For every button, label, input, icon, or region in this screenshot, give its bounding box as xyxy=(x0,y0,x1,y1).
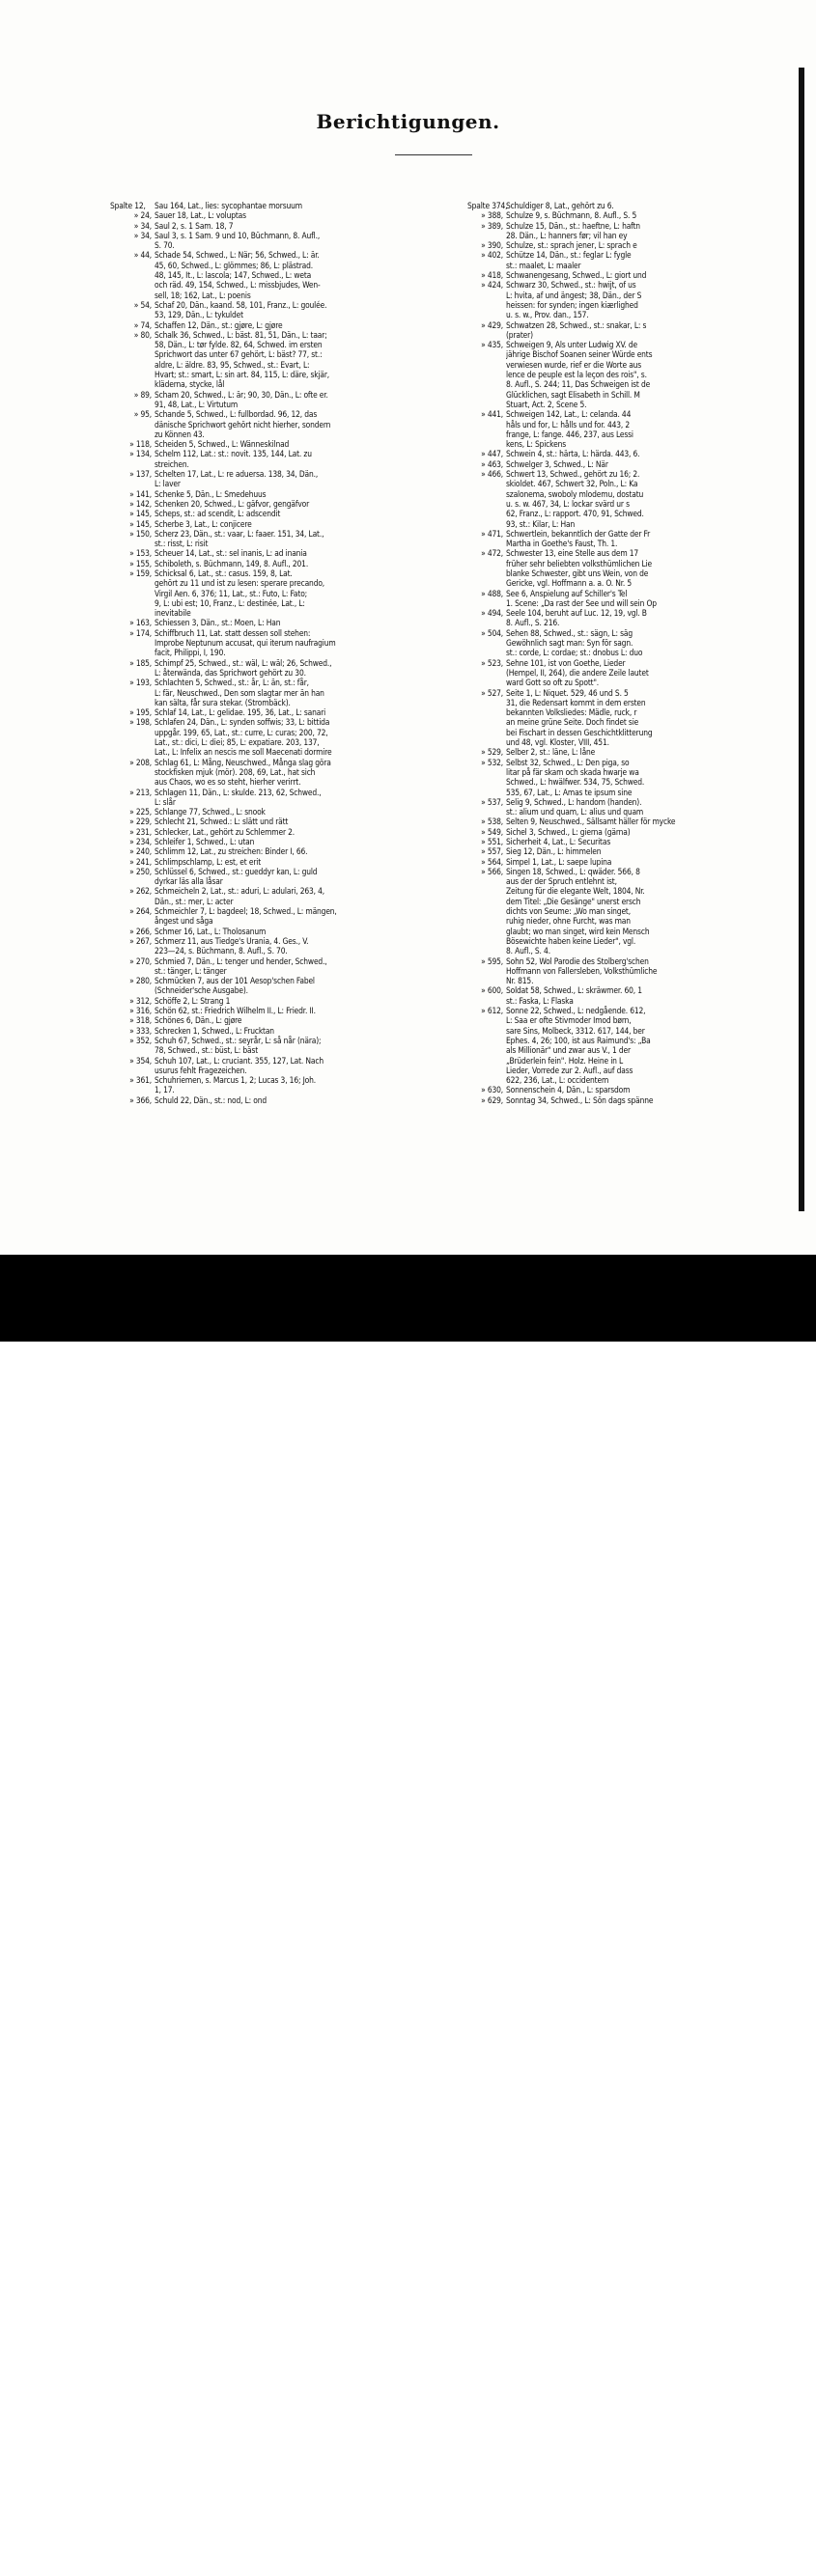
column-reference: » 280, xyxy=(129,976,152,986)
correction-entry xyxy=(467,1085,798,1094)
left-column xyxy=(110,201,462,1105)
correction-text: Schweigen 9, Als unter Ludwig XV. de jährige Bischof Soanen seiner Würde ents verwiesen wurde, rief er die Worte aus lence de peuple est la leçon des rois", s. 8. Aufl., S. 244; 11, Das Schweigen ist de Glücklichen, sagt Elisabeth in Schill. M Stuart, Act. 2, Scene 5. xyxy=(506,340,653,409)
column-reference: » 463, xyxy=(481,458,503,469)
correction-entry xyxy=(110,529,462,549)
correction-entry xyxy=(110,250,462,299)
correction-entry xyxy=(110,996,462,1006)
correction-text: Sonntag 34, Schwed., L: Sön dags spänne xyxy=(506,1094,654,1105)
correction-text: Schwelger 3, Schwed., L: När xyxy=(506,458,608,469)
correction-entry xyxy=(467,409,798,449)
correction-entry xyxy=(110,717,462,757)
correction-text: Schlimm 12, Lat., zu streichen: Binder I, 66. xyxy=(155,846,308,857)
correction-entry xyxy=(110,976,462,996)
correction-text: Schelten 17, Lat., L: re aduersa. 138, 34, Dän., L: laver xyxy=(155,469,319,489)
column-reference: » 266, xyxy=(129,926,152,936)
correction-entry xyxy=(110,1036,462,1056)
correction-text: Soldat 58, Schwed., L: skräwmer. 60, 1 st.: Faska, L: Flaska xyxy=(506,985,642,1006)
column-reference: » 529, xyxy=(481,747,503,758)
correction-entry xyxy=(110,548,462,558)
column-reference: » 600, xyxy=(481,985,503,996)
correction-text: Schlecht 21, Schwed.: L: slätt und rätt xyxy=(155,817,289,827)
correction-text: Schuhriemen, s. Marcus 1, 2; Lucas 3, 16; Joh. 1, 17. xyxy=(155,1075,316,1095)
column-reference: » 145, xyxy=(129,509,152,519)
correction-entry xyxy=(110,846,462,856)
correction-text: Schuh 107, Lat., L: cruciant. 355, 127, Lat. Nach usurus fehlt Fragezeichen. xyxy=(155,1055,324,1075)
correction-entry xyxy=(467,529,798,549)
correction-entry xyxy=(110,231,462,251)
column-reference: » 557, xyxy=(481,846,503,857)
alamy-logo: alamy xyxy=(23,2527,162,2576)
correction-entry xyxy=(110,1006,462,1015)
column-reference: » 74, xyxy=(133,319,152,330)
correction-text: Scherbe 3, Lat., L: conjicere xyxy=(155,518,252,529)
column-reference: » 318, xyxy=(129,1015,152,1026)
column-reference: » 134, xyxy=(129,449,152,459)
correction-entry xyxy=(110,449,462,469)
correction-entry xyxy=(110,658,462,679)
correction-text: Schütze 14, Dän., st.: feglar L: fygle st.: maalet, L: maaler xyxy=(506,250,632,270)
correction-text: Scham 20, Schwed., L: är; 90, 30, Dän., L: ofte er. 91, 48, Lat., L: Virtutum xyxy=(155,389,328,409)
column-reference: » 270, xyxy=(129,956,152,966)
correction-entry xyxy=(467,758,798,797)
column-reference: » 89, xyxy=(133,389,152,400)
column-reference: » 316, xyxy=(129,1006,152,1016)
correction-entry xyxy=(110,509,462,518)
right-column xyxy=(467,201,798,1105)
correction-entry xyxy=(110,390,462,410)
page-title: Berichtigungen. xyxy=(316,110,500,133)
correction-text: Schönes 6, Dän., L: gjøre xyxy=(155,1015,242,1026)
correction-text: Sichel 3, Schwed., L: gierna (gärna) xyxy=(506,826,631,837)
column-reference: » 564, xyxy=(481,856,503,867)
correction-text: Schande 5, Schwed., L: fullbordad. 96, 12, das dänische Sprichwort gehört nicht hierher, sondern zu Können 43. xyxy=(155,409,331,439)
column-reference: » 402, xyxy=(481,250,503,261)
correction-text: Schade 54, Schwed., L: När; 56, Schwed., L: är. 45, 60, Schwed., L: glömmes; 86, L: plästrad. 48, 145, It., L: lascola; 147, Schwed., L: weta och räd. 49, 154, Schwed., L: missbjudes, Wen- sell, 18; 162, Lat., L: poenis xyxy=(155,250,321,300)
correction-entry xyxy=(467,469,798,529)
correction-entry xyxy=(467,548,798,588)
correction-text: See 6, Anspielung auf Schiller's Tel 1. Scene: „Da rast der See und will sein Op xyxy=(506,588,657,608)
correction-text: Schmücken 7, aus der 101 Aesop'schen Fabel (Schneider'sche Ausgabe). xyxy=(155,976,315,996)
correction-entry xyxy=(110,906,462,927)
correction-entry xyxy=(467,608,798,628)
column-reference: » 566, xyxy=(481,866,503,876)
correction-text: Schmerz 11, aus Tiedge's Urania, 4. Ges., V. 223—24, s. Büchmann, 8. Aufl., S. 70. xyxy=(155,935,309,956)
column-reference: » 234, xyxy=(129,837,152,846)
correction-entry xyxy=(110,1015,462,1025)
correction-text: Schalk 36, Schwed., L: bäst. 81, 51, Dän., L: taar; 58, Dän., L: tør fylde. 82, 64, Schwed. im ersten Sprichwort das unter 67 gehört, L: bäst? 77, st.: aldre, L: äldre. 83, 95, Schwed., st.: Evart, L: Hvart; st.: smart, L: sin art. 84, 115, L: däre, skjär, kläderna, stycke, lål xyxy=(155,329,330,390)
correction-entry xyxy=(467,240,798,250)
correction-entry xyxy=(110,867,462,887)
correction-entry xyxy=(110,300,462,320)
correction-text: Scheps, st.: ad scendit, L: adscendit xyxy=(155,509,281,519)
correction-entry xyxy=(467,817,798,826)
correction-text: Schmeichler 7, L: bagdeel; 18, Schwed., L: mängen, ångest und såga xyxy=(155,906,337,927)
column-reference: Spalte 374, xyxy=(467,201,508,210)
image-id: JTG130 xyxy=(721,2536,787,2556)
correction-entry xyxy=(110,886,462,906)
correction-text: Schuld 22, Dän., st.: nod, L: ond xyxy=(155,1094,267,1105)
column-reference: » 471, xyxy=(481,528,503,539)
correction-text: Sonnenschein 4, Dän., L: sparsdom xyxy=(506,1085,631,1095)
column-reference: » 629, xyxy=(481,1094,503,1105)
column-reference: » 241, xyxy=(129,856,152,867)
correction-entry xyxy=(467,201,798,210)
column-reference: » 80, xyxy=(133,329,152,340)
correction-entry xyxy=(467,658,798,688)
correction-entry xyxy=(110,330,462,390)
correction-text: Scheiden 5, Schwed., L: Wänneskilnad xyxy=(155,439,290,450)
correction-entry xyxy=(110,807,462,817)
correction-entry xyxy=(110,559,462,568)
column-reference: » 612, xyxy=(481,1006,503,1016)
correction-text: Selig 9, Schwed., L: handom (handen). st.: alium und quam, L: alius und quam xyxy=(506,796,644,817)
correction-text: Schiffbruch 11, Lat. statt dessen soll stehen: Improbe Neptunum accusat, qui iterum naufragium facit, Philippi, I, 190. xyxy=(155,627,336,658)
correction-text: Seele 104, beruht auf Luc. 12, 19, vgl. B 8. Aufl., S. 216. xyxy=(506,608,647,628)
correction-text: Schuh 67, Schwed., st.: seyrår, L: så når (nära); 78, Schwed., st.: büst, L: bäst xyxy=(155,1035,322,1056)
correction-entry xyxy=(110,857,462,867)
column-reference: » 390, xyxy=(481,240,503,251)
column-reference: » 240, xyxy=(129,846,152,857)
correction-text: Sehne 101, ist von Goethe, Lieder (Hempel, II, 264), die andere Zeile lautet ward Gott so oft zu Spott". xyxy=(506,657,649,688)
title-rule xyxy=(395,154,472,155)
correction-text: Schaffen 12, Dän., st.: gjøre, L: gjøre xyxy=(155,319,283,330)
correction-entry xyxy=(110,469,462,489)
correction-text: Schimpf 25, Schwed., st.: wäl, L: wäl; 26, Schwed., L: återwända, das Sprichwort gehört zu 30. xyxy=(155,657,332,678)
column-reference: » 142, xyxy=(129,498,152,509)
column-reference: » 424, xyxy=(481,280,503,291)
column-reference: » 195, xyxy=(129,707,152,718)
correction-text: Schrecken 1, Schwed., L: Frucktan xyxy=(155,1025,274,1036)
column-reference: » 137, xyxy=(129,469,152,480)
correction-text: Schön 62, st.: Friedrich Wilhelm II., L: Friedr. II. xyxy=(155,1006,316,1016)
column-reference: » 54, xyxy=(133,299,152,310)
correction-entry xyxy=(110,678,462,707)
column-reference: » 267, xyxy=(129,935,152,946)
column-reference: » 366, xyxy=(129,1094,152,1105)
correction-text: Schlag 61, L: Mång, Neuschwed., Många slag göra stockfisken mjuk (mör). 208, 69, Lat., hat sich aus Chaos, wo es so steht, hierher verirrt. xyxy=(155,757,331,788)
column-reference: » 163, xyxy=(129,618,152,628)
correction-entry xyxy=(110,707,462,717)
correction-entry xyxy=(467,210,798,220)
column-reference: » 549, xyxy=(481,826,503,837)
correction-entry xyxy=(467,827,798,837)
column-reference: » 472, xyxy=(481,548,503,559)
correction-text: Schenken 20, Schwed., L: gäfvor, gengäfvor xyxy=(155,498,310,509)
correction-entry xyxy=(467,985,798,1006)
correction-entry xyxy=(110,409,462,439)
correction-text: Scherz 23, Dän., st.: vaar, L: faaer. 151, 34, Lat., st.: risst, L: risit xyxy=(155,528,324,549)
correction-entry xyxy=(110,827,462,837)
correction-entry xyxy=(110,568,462,618)
correction-text: Sicherheit 4, Lat., L: Securitas xyxy=(506,837,611,846)
column-reference: » 352, xyxy=(129,1035,152,1045)
correction-entry xyxy=(110,956,462,977)
correction-text: Saul 2, s. 1 Sam. 18, 7 xyxy=(155,220,234,231)
column-reference: » 630, xyxy=(481,1085,503,1095)
correction-entry xyxy=(110,439,462,449)
column-reference: » 537, xyxy=(481,796,503,807)
correction-text: Schulze, st.: sprach jener, L: sprach e xyxy=(506,240,637,251)
column-reference: » 551, xyxy=(481,837,503,846)
correction-entry xyxy=(467,1006,798,1085)
column-reference: » 388, xyxy=(481,210,503,221)
correction-text: Schöffe 2, L: Strang 1 xyxy=(155,995,231,1006)
correction-entry xyxy=(110,489,462,499)
column-reference: » 34, xyxy=(133,230,152,240)
column-reference: » 504, xyxy=(481,627,503,638)
column-reference: » 527, xyxy=(481,687,503,698)
correction-entry xyxy=(467,837,798,846)
correction-text: Schaf 20, Dän., kaand. 58, 101, Franz., L: goulée. 53, 129, Dän., L: tykuldet xyxy=(155,299,327,320)
column-reference: » 333, xyxy=(129,1025,152,1036)
correction-entry xyxy=(467,250,798,270)
column-reference: » 595, xyxy=(481,956,503,966)
correction-entry xyxy=(110,221,462,231)
correction-entry xyxy=(467,846,798,856)
correction-entry xyxy=(467,747,798,757)
column-reference: » 44, xyxy=(133,250,152,261)
column-reference: » 141, xyxy=(129,488,152,499)
correction-entry xyxy=(110,210,462,220)
column-reference: » 213, xyxy=(129,787,152,797)
column-reference: » 538, xyxy=(481,817,503,827)
correction-entry xyxy=(110,499,462,509)
correction-entry xyxy=(467,449,798,458)
correction-text: Schlüssel 6, Schwed., st.: gueddyr kan, L: guld dyrkar läs alla låsar xyxy=(155,866,318,887)
column-reference: » 389, xyxy=(481,220,503,231)
column-reference: » 231, xyxy=(129,826,152,837)
correction-text: Schmied 7, Dän., L: tenger und hender, Schwed., st.: tänger, L: tänger xyxy=(155,956,327,976)
column-reference: » 312, xyxy=(129,995,152,1006)
correction-text: Schulze 15, Dän., st.: haeftne, L: haftn 28. Dän., L: hanners før; vil han ey xyxy=(506,220,640,240)
watermark-url: www.alamy.com xyxy=(693,2560,787,2573)
correction-entry xyxy=(110,936,462,956)
correction-entry xyxy=(467,459,798,469)
column-reference: » 441, xyxy=(481,409,503,420)
correction-text: Simpel 1, Lat., L: saepe lupina xyxy=(506,856,612,867)
correction-entry xyxy=(110,320,462,330)
correction-text: Schwester 13, eine Stelle aus dem 17 früher sehr beliebten volksthümlichen Lie blanke Schwester, gibt uns Wein, von de Gericke, vgl. Hoffmann a. a. O. Nr. 5 xyxy=(506,548,653,589)
correction-text: Selten 9, Neuschwed., Sällsamt häller för mycke xyxy=(506,817,676,827)
correction-text: Sohn 52, Wol Parodie des Stolberg'schen Hoffmann von Fallersleben, Volksthümliche Nr. 815. xyxy=(506,956,658,986)
column-reference: » 532, xyxy=(481,757,503,767)
column-reference: » 229, xyxy=(129,817,152,827)
correction-text: Schleifer 1, Schwed., L: utan xyxy=(155,837,255,846)
correction-entry xyxy=(110,519,462,529)
column-reference: » 250, xyxy=(129,866,152,876)
correction-text: Schlimpschlamp, L: est, et erit xyxy=(155,856,262,867)
correction-text: Schwein 4, st.: härta, L: härda. 443, 6. xyxy=(506,449,640,459)
column-reference: » 34, xyxy=(133,220,152,231)
correction-text: Schulze 9, s. Büchmann, 8. Aufl., S. 5 xyxy=(506,210,637,221)
correction-text: Schwertlein, bekanntlich der Gatte der Fr Martha in Goethe's Faust, Th. 1. xyxy=(506,528,651,549)
column-reference: » 150, xyxy=(129,528,152,539)
correction-text: Schiboleth, s. Büchmann, 149, 8. Aufl., 201. xyxy=(155,558,309,568)
correction-entry xyxy=(110,1026,462,1036)
column-reference: Spalte 12, xyxy=(110,201,146,210)
correction-text: Schwert 13, Schwed., gehört zu 16; 2. skioldet. 467, Schwert 32, Poln., L: Ka szalonema, swoboly mlodemu, dostatu u. s. w. 467, 34, L: lockar svärd ur s 62, Franz., L: rapport. 470, 91, Schwed. 93, st.: Kilar, L: Han xyxy=(506,469,644,529)
correction-text: Schuldiger 8, Lat., gehört zu 6. xyxy=(506,201,614,210)
correction-text: Saul 3, s. 1 Sam. 9 und 10, Büchmann, 8. Aufl., S. 70. xyxy=(155,230,321,251)
column-reference: » 361, xyxy=(129,1075,152,1086)
correction-entry xyxy=(467,867,798,956)
correction-entry xyxy=(110,1056,462,1076)
column-reference: » 174, xyxy=(129,627,152,638)
correction-entry xyxy=(467,797,798,817)
correction-entry xyxy=(110,817,462,826)
correction-text: Sauer 18, Lat., L: voluptas xyxy=(155,210,246,221)
correction-entry xyxy=(110,1075,462,1095)
correction-text: Sonne 22, Schwed., L: nedgående. 612, L: Saa er ofte Stivmoder Imod børn, sare Sins, Molbeck, 3312. 617, 144, ber Ephes. 4, 26; 100, ist aus Raimund's: „Ba als Millionär" und zwar aus V., 1 der „Brüderlein fein". Holz. Heine in L Lieder, Vorrede zur 2. Aufl., auf dass 622, 236, Lat., L: occidentem xyxy=(506,1006,651,1086)
correction-text: Sehen 88, Schwed., st.: sägn, L: säg Gewöhnlich sagt man: Syn för sagn. st.: corde, L: cordae; st.: dnobus L: duo xyxy=(506,627,643,658)
column-reference: » 494, xyxy=(481,608,503,619)
column-reference: » 185, xyxy=(129,657,152,668)
column-reference: » 418, xyxy=(481,270,503,281)
scanned-page xyxy=(0,0,816,1255)
column-reference: » 488, xyxy=(481,588,503,598)
correction-entry xyxy=(467,320,798,341)
column-reference: » 225, xyxy=(129,807,152,817)
correction-entry xyxy=(467,857,798,867)
correction-text: Singen 18, Schwed., L: qwäder. 566, 8 aus der der Spruch entlehnt ist, Zeitung für die elegante Welt, 1804, Nr. dem Titel: „Die Gesänge" unerst ersch dichts von Seume: „Wo man singet, ruhig nieder, ohne Furcht, was man glaubt; wo man singet, wird kein Mensch Bösewichte haben keine Lieder", vgl. 8. Aufl., S. 4. xyxy=(506,866,650,956)
correction-text: Schwarz 30, Schwed., st.: hwijt, of us L: hvita, af und ängest; 38, Dän., der S heissen: for synden; ingen kiærlighed u. s. w., Prov. dan., 157. xyxy=(506,280,642,320)
correction-text: Schelm 112, Lat.: st.: novit. 135, 144, Lat. zu streichen. xyxy=(155,449,312,469)
column-reference: » 435, xyxy=(481,340,503,350)
correction-entry xyxy=(467,340,798,409)
correction-entry xyxy=(467,270,798,280)
correction-text: Schlachten 5, Schwed., st.: år, L: än, st.: får, L: fär, Neuschwed., Den som slagtar mer än han kan sälta, får sura stekar. (Strombäck). xyxy=(155,678,324,707)
correction-text: Sau 164, Lat., lies: sycophantae morsuum xyxy=(155,201,302,210)
correction-entry xyxy=(467,956,798,986)
column-reference: » 193, xyxy=(129,678,152,688)
column-reference: » 153, xyxy=(129,548,152,559)
column-reference: » 159, xyxy=(129,568,152,578)
column-reference: » 208, xyxy=(129,757,152,767)
correction-text: Selber 2, st.: läne, L: låne xyxy=(506,747,596,758)
column-reference: » 118, xyxy=(129,439,152,450)
column-reference: » 198, xyxy=(129,717,152,728)
correction-entry xyxy=(467,589,798,609)
column-reference: » 24, xyxy=(133,210,152,221)
correction-text: Schmer 16, Lat., L: Tholosanum xyxy=(155,926,267,936)
column-reference: » 262, xyxy=(129,886,152,897)
correction-text: Schlange 77, Schwed., L: snook xyxy=(155,807,266,817)
column-reference: » 264, xyxy=(129,906,152,917)
correction-entry xyxy=(467,628,798,658)
column-reference: » 429, xyxy=(481,319,503,330)
correction-text: Schwatzen 28, Schwed., st.: snakar, L: s (prater) xyxy=(506,319,647,340)
correction-text: Schenke 5, Dän., L: Smedehuus xyxy=(155,488,267,499)
watermark-bar xyxy=(0,1255,816,2576)
correction-text: Schweigen 142, Lat., L: celanda. 44 håls und for, L: hålls und for. 443, 2 frange, L: fange. 446, 237, aus Lessi kens, L: Spickens xyxy=(506,409,633,450)
correction-entry xyxy=(467,221,798,241)
column-reference: » 145, xyxy=(129,518,152,529)
column-reference: » 354, xyxy=(129,1055,152,1066)
correction-text: Seite 1, L: Niquet. 529, 46 und S. 5 31, die Redensart kommt in dem ersten bekannten Volksliedes: Mädle, ruck, r an meine grüne Seite. Doch findet sie bei Fischart in dessen Geschichtklitterung und 48, vgl. Kloster, VIII, 451. xyxy=(506,687,653,748)
correction-text: Scheuer 14, Lat., st.: sel inanis, L: ad inania xyxy=(155,548,307,559)
correction-entry xyxy=(467,280,798,319)
correction-text: Schlecker, Lat., gehört zu Schlemmer 2. xyxy=(155,826,295,837)
page-edge-shadow xyxy=(799,68,804,1211)
correction-entry xyxy=(110,927,462,936)
correction-text: Selbst 32, Schwed., L: Den piga, so litar på fär skam och skada hwarje wa Schwed., L: hwälfwer. 534, 75, Schwed. 535, 67, Lat., L: Amas te ipsum sine xyxy=(506,757,645,797)
correction-text: Schwanengesang, Schwed., L: giort und xyxy=(506,270,647,281)
image-reference xyxy=(693,2536,787,2573)
correction-text: Sieg 12, Dän., L: himmelen xyxy=(506,846,602,857)
column-reference: » 523, xyxy=(481,657,503,668)
correction-entry xyxy=(110,628,462,658)
correction-entry xyxy=(110,758,462,788)
correction-entry xyxy=(467,688,798,748)
correction-entry xyxy=(110,1095,462,1105)
correction-text: Schiessen 3, Dän., st.: Moen, L: Han xyxy=(155,618,281,628)
correction-text: Schicksal 6, Lat., st.: casus. 159, 8, Lat. gehört zu 11 und ist zu lesen: sperare precando, Virgil Aen. 6, 376; 11, Lat., st.: Futo, L: Fato; 9, L: ubi est; 10, Franz., L: destinée, Lat., L: inevitabile xyxy=(155,568,325,619)
column-reference: » 95, xyxy=(133,409,152,420)
correction-text: Schlagen 11, Dän., L: skulde. 213, 62, Schwed., L: slår xyxy=(155,787,322,807)
correction-entry xyxy=(110,201,462,210)
correction-entry xyxy=(467,1095,798,1105)
correction-text: Schlafen 24, Dän., L: synden soffwis; 33, L: bittida uppgår. 199, 65, Lat., st.: curre, L: curas; 200, 72, Lat., st.: dici, L: diei; 85, L: expatiare. 203, 137, Lat., L: Infelix an nescis me soll Maecenati dormire xyxy=(155,717,332,758)
correction-text: Schmeicheln 2, Lat., st.: aduri, L: adulari, 263, 4, Dän., st.: mer, L: acter xyxy=(155,886,325,906)
correction-text: Schlaf 14, Lat., L: gelidae. 195, 36, Lat., L: sanari xyxy=(155,707,326,718)
correction-entry xyxy=(110,788,462,808)
column-reference: » 466, xyxy=(481,469,503,480)
column-reference: » 447, xyxy=(481,449,503,459)
correction-entry xyxy=(110,837,462,846)
correction-entry xyxy=(110,618,462,627)
column-reference: » 155, xyxy=(129,558,152,568)
